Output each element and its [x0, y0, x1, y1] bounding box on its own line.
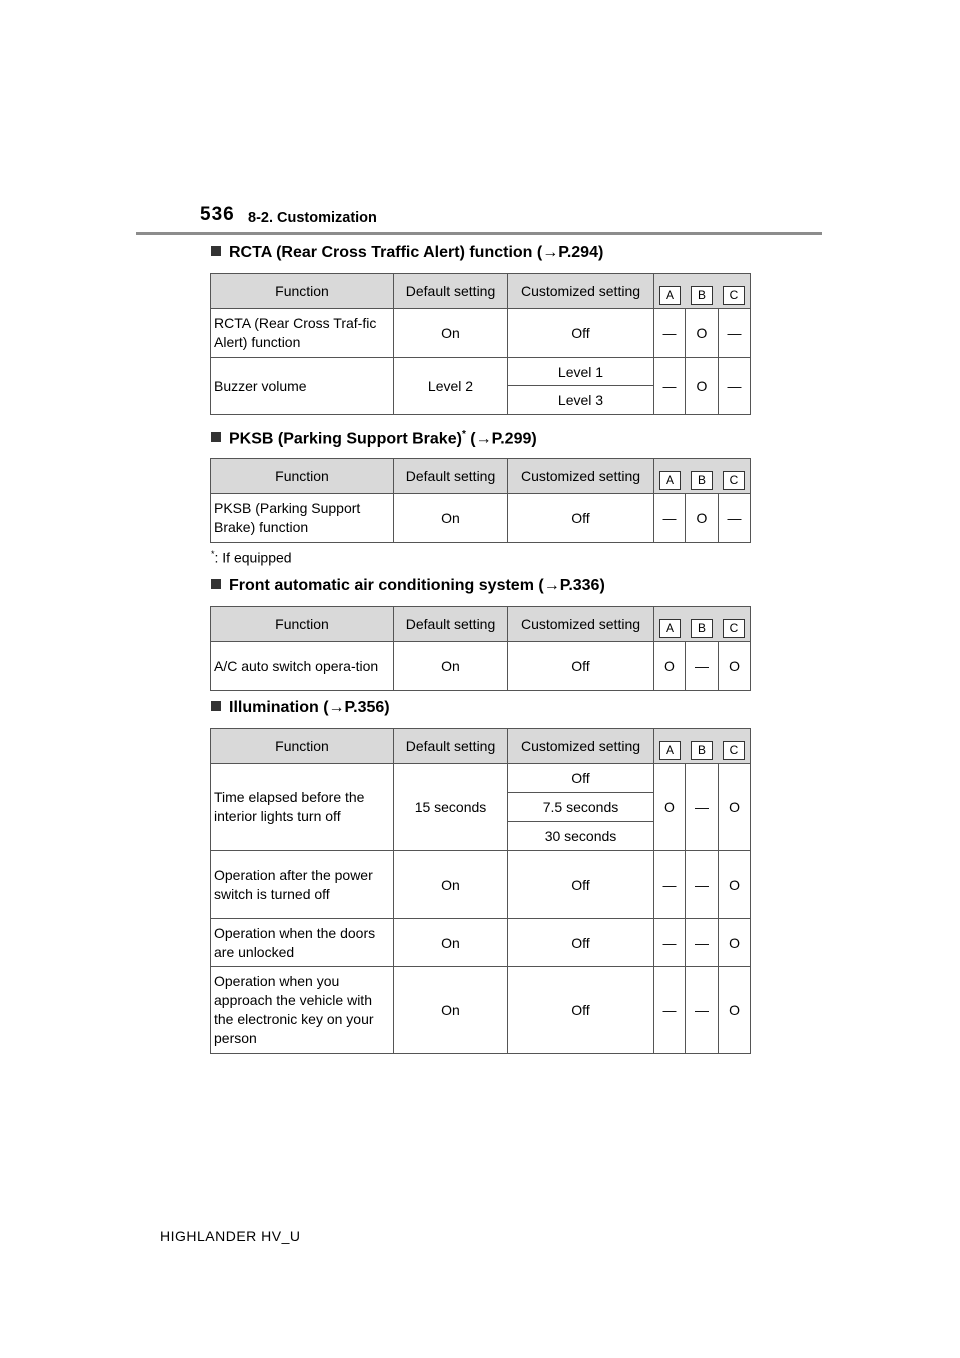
letter-c-icon: C: [723, 619, 745, 638]
table-row: 7.5 seconds: [211, 793, 751, 822]
header-default: Default setting: [394, 459, 508, 494]
table-row: Operation after the power switch is turned off On Off — — O: [211, 851, 751, 919]
square-bullet-icon: [211, 246, 221, 256]
arrow-icon: →: [542, 244, 559, 261]
header-function: Function: [211, 274, 394, 309]
table-header-row: [211, 274, 751, 309]
heading-pksb: PKSB (Parking Support Brake)* (→P.299): [211, 429, 537, 448]
header-custom: Customized setting: [508, 459, 654, 494]
page-ref-link[interactable]: P.294): [558, 244, 604, 261]
header-custom: Customized setting: [508, 274, 654, 309]
letter-c-icon: C: [723, 286, 745, 305]
square-bullet-icon: [211, 432, 221, 442]
header-default: Default setting: [394, 607, 508, 642]
table-row: Level 3: [211, 386, 751, 415]
table-row: Time elapsed before the interior lights turn off 15 seconds Off O — O: [211, 764, 751, 793]
letter-a-icon: A: [659, 741, 681, 760]
page-number: 536: [200, 204, 235, 225]
heading-ac: Front automatic air conditioning system (→P.336): [211, 577, 605, 595]
footnote: *: If equipped: [211, 549, 292, 566]
letter-a-icon: A: [659, 471, 681, 490]
page-ref-link[interactable]: P.356): [344, 699, 390, 716]
table-row: A/C auto switch opera-tion On Off O — O: [211, 642, 751, 691]
table-row: PKSB (Parking Support Brake) function On Off — O —: [211, 494, 751, 543]
header-abc: [654, 274, 751, 309]
rcta-table: [210, 273, 751, 415]
table-header-row: [211, 459, 751, 494]
footer-model: HIGHLANDER HV_U: [160, 1228, 301, 1244]
pksb-table: [210, 458, 751, 543]
header-function: Function: [211, 607, 394, 642]
heading-rcta: RCTA (Rear Cross Traffic Alert) function (→P.294): [211, 244, 603, 262]
letter-b-icon: B: [691, 286, 713, 305]
letter-b-icon: B: [691, 619, 713, 638]
heading-illumination: Illumination (→P.356): [211, 699, 390, 717]
letter-a-icon: A: [659, 286, 681, 305]
header-rule: [136, 232, 822, 235]
letter-c-icon: C: [723, 471, 745, 490]
letter-a-icon: A: [659, 619, 681, 638]
table-header-row: [211, 729, 751, 764]
letter-b-icon: B: [691, 741, 713, 760]
square-bullet-icon: [211, 579, 221, 589]
header-function: Function: [211, 459, 394, 494]
header-abc: [654, 729, 751, 764]
ac-table: [210, 606, 751, 691]
table-row: Operation when you approach the vehicle with the electronic key on your person On Off — — O: [211, 967, 751, 1054]
letter-b-icon: B: [691, 471, 713, 490]
page-ref-link[interactable]: P.336): [559, 577, 605, 594]
page-ref-link[interactable]: P.299): [491, 430, 537, 448]
letter-c-icon: C: [723, 741, 745, 760]
arrow-icon: →: [543, 577, 560, 594]
illumination-table: [210, 728, 751, 1054]
arrow-icon: →: [475, 430, 492, 448]
header-default: Default setting: [394, 274, 508, 309]
section-title: 8-2. Customization: [248, 210, 377, 226]
header-function: Function: [211, 729, 394, 764]
header-abc: [654, 459, 751, 494]
arrow-icon: →: [328, 699, 345, 716]
header-abc: [654, 607, 751, 642]
table-row: RCTA (Rear Cross Traf-fic Alert) function On Off — O —: [211, 309, 751, 358]
table-row: Operation when the doors are unlocked On Off — — O: [211, 919, 751, 967]
header-custom: Customized setting: [508, 729, 654, 764]
header-default: Default setting: [394, 729, 508, 764]
table-header-row: [211, 607, 751, 642]
page-header: [200, 204, 820, 234]
table-row: Buzzer volume Level 2 Level 1 — O —: [211, 358, 751, 386]
square-bullet-icon: [211, 701, 221, 711]
table-row: 30 seconds: [211, 822, 751, 851]
header-custom: Customized setting: [508, 607, 654, 642]
